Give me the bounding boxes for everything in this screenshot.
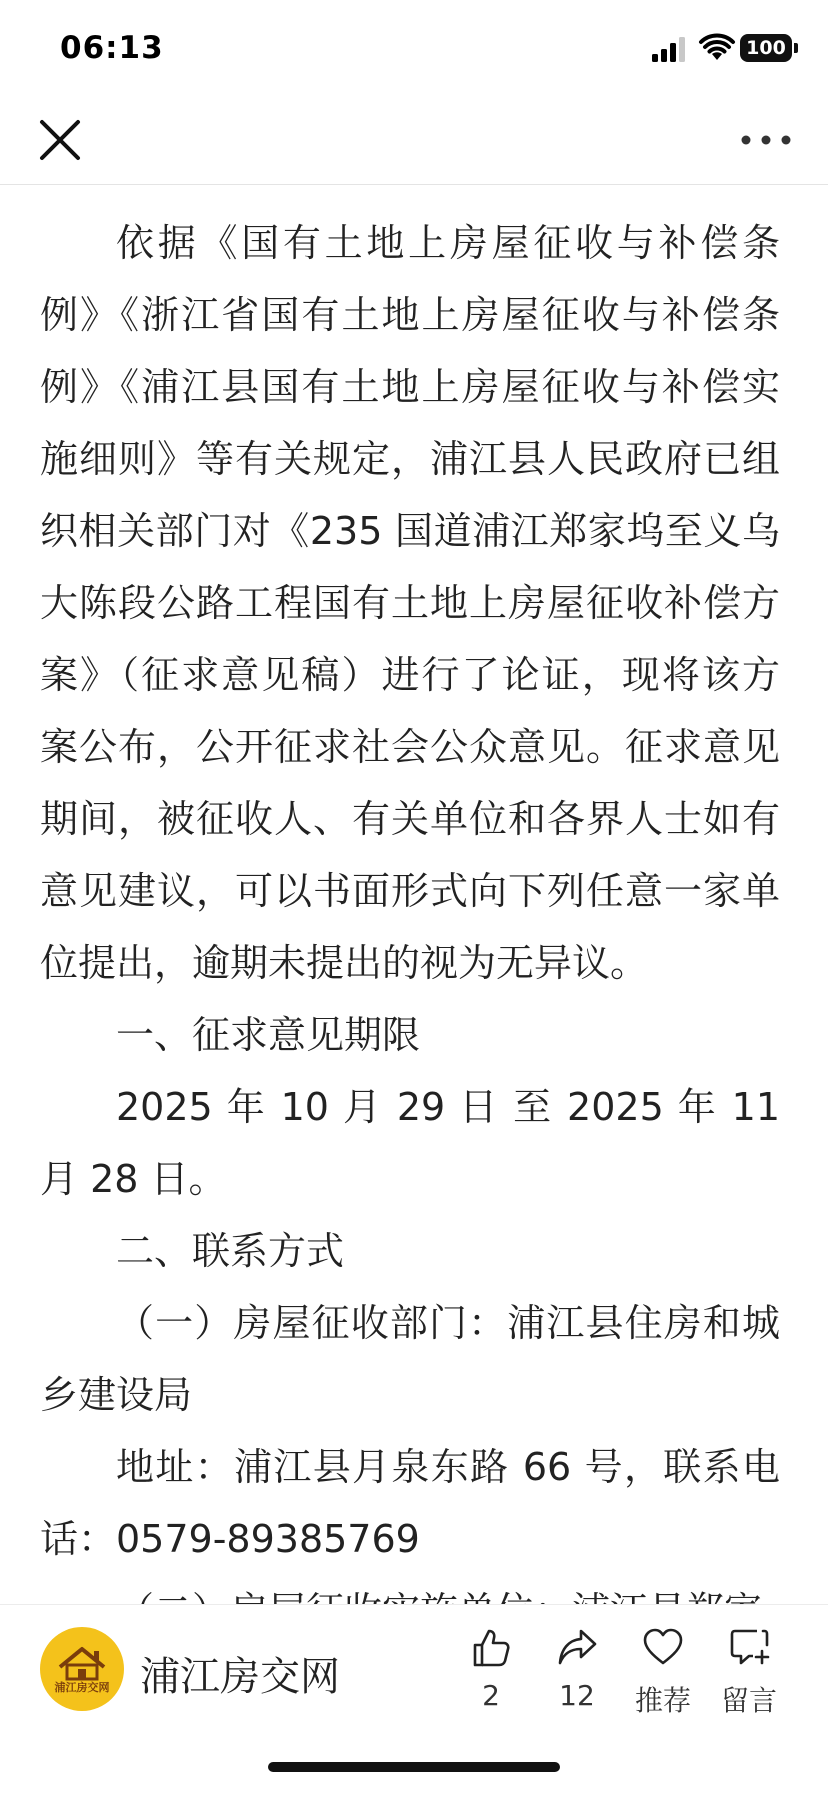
- logo-text: 浦江房交网: [54, 1681, 110, 1694]
- article-paragraph-dates: 2025 年 10 月 29 日 至 2025 年 11 月 28 日。: [40, 1085, 780, 1201]
- share-button[interactable]: [537, 1625, 617, 1712]
- like-button[interactable]: [451, 1625, 531, 1712]
- wifi-icon: [700, 34, 734, 62]
- status-time: 06:13: [60, 30, 164, 66]
- article-paragraph-address: 地址：浦江县月泉东路 66 号，联系电话：0579-89385769: [40, 1445, 780, 1561]
- article-body: [40, 184, 780, 1604]
- house-icon: [40, 1627, 124, 1711]
- status-bar: [0, 0, 828, 96]
- article-heading-deadline: 一、征求意见期限: [116, 1013, 421, 1057]
- close-icon[interactable]: [36, 116, 84, 164]
- article-heading-contact: 二、联系方式: [116, 1229, 345, 1273]
- article-paragraph-department: （一）房屋征收部门：浦江县住房和城乡建设局: [40, 1301, 780, 1417]
- recommend-label: 推荐: [634, 1684, 691, 1717]
- like-count: 2: [482, 1679, 500, 1712]
- account-logo[interactable]: [40, 1627, 124, 1711]
- battery-level: 100: [746, 37, 786, 59]
- share-icon: [555, 1625, 599, 1669]
- article-paragraph-intro: 依据《国有土地上房屋征收与补偿条例》《浙江省国有土地上房屋征收与补偿条例》《浦江县国有土地上房屋征收与补偿实施细则》等有关规定，浦江县人民政府已组织相关部门对《235 国道浦江郑家坞至义乌大陈段公路工程国有土地上房屋征收补偿方案》（征求意见稿）进行了论证，现将该方案公布，公开征求社会公众意见。征求意见期间，被征收人、有关单位和各界人士如有意见建议，可以书面形式向下列任意一家单位提出，逾期未提出的视为无异议。: [40, 221, 780, 985]
- signal-icon: [652, 36, 688, 62]
- heart-icon: [641, 1625, 685, 1669]
- comment-button[interactable]: [709, 1625, 789, 1719]
- home-indicator[interactable]: [268, 1762, 560, 1772]
- battery-indicator: [740, 34, 792, 62]
- thumbs-up-icon: [469, 1625, 513, 1669]
- comment-icon: [727, 1625, 771, 1669]
- more-options-icon[interactable]: [738, 122, 794, 158]
- comment-label: 留言: [720, 1684, 777, 1717]
- nav-bar: [0, 96, 828, 185]
- account-name[interactable]: 浦江房交网: [140, 1654, 340, 1700]
- recommend-button[interactable]: [623, 1625, 703, 1719]
- battery-cap: [794, 43, 798, 53]
- share-count: 12: [559, 1679, 595, 1712]
